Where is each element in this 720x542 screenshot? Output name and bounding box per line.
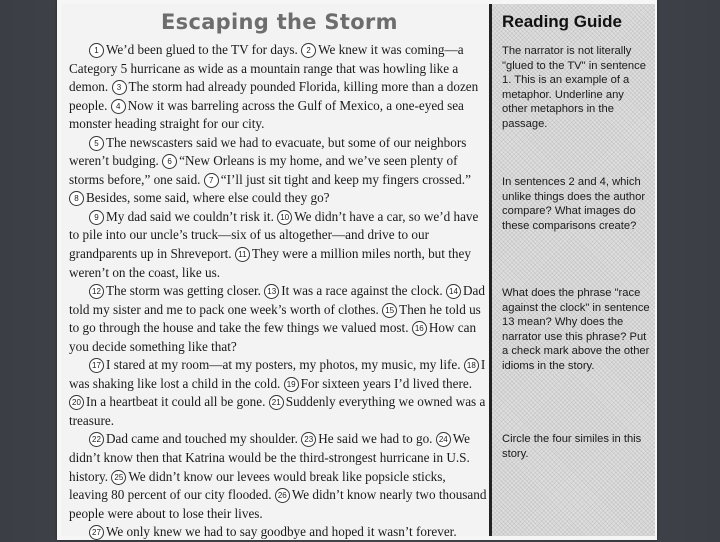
sentence-number-marker: 4 [111,99,126,114]
sentence-text: They were a million miles north, but they weren’t on the coast, like us. [69,246,471,280]
guide-question-metaphor: The narrator is not literally "glued to the TV" in sentence 1. This is an example of a metaphor. Underline any other metaphors in the passage. [502,45,646,130]
sentence-text: Besides, some said, where else could they go? [86,190,330,206]
sentence-text: For sixteen years I’d lived there. [300,375,473,391]
sentence-text: “I’ll just sit tight and keep my fingers crossed.” [220,171,471,187]
sentence-number-marker: 25 [111,470,126,485]
sentence-number-marker: 2 [301,43,316,58]
sentence-text: The storm had already pounded Florida, killing more than a dozen people. [69,79,479,113]
guide-question-similes: Circle the four similes in this story. [502,433,642,460]
sentence-number-marker: 13 [264,284,279,299]
sentence-text: In a heartbeat it could all be gone. [86,394,266,410]
worksheet-page [57,0,657,540]
story-paragraph [69,208,487,282]
sentence-number-marker: 11 [235,247,250,262]
sentence-text: We knew it was coming—a Category 5 hurricane as wide as a mountain range that was howling like a demon. [69,42,464,95]
sentence-number-marker: 5 [89,136,104,151]
story-paragraph [69,41,487,134]
sentence-text: We didn’t know then that Katrina would be the third-strongest hurricane in U.S. history. [69,431,471,484]
sentence-number-marker: 15 [382,303,397,318]
sentence-number-marker: 21 [269,395,284,410]
sentence-number-marker: 10 [277,210,292,225]
sentence-text: We didn’t have a car, so we’d have to pile into our uncle’s truck—six of us altogether—and drive to our grandparents up in Shreveport. [69,208,479,262]
sentence-number-marker: 16 [412,321,427,336]
sentence-text: I was shaking like lost a child in the cold. [69,357,486,391]
sentence-text: Suddenly everything we owned was a treasure. [69,394,486,428]
story-paragraph [69,356,487,430]
sentence-number-marker: 1 [89,43,104,58]
sentence-number-marker: 20 [69,395,84,410]
guide-question-comparisons: In sentences 2 and 4, which unlike things does the author compare? What images do these comparisons create? [502,176,646,232]
sentence-text: How can you decide something like that? [69,320,477,354]
story-column [61,4,491,540]
sentence-number-marker: 6 [162,154,177,169]
sentence-number-marker: 3 [112,80,127,95]
story-text [69,41,487,542]
sentence-number-marker: 12 [89,284,104,299]
sentence-number-marker: 7 [204,173,219,188]
sentence-text: The newscasters said we had to evacuate, but some of our neighbors weren’t budging. [69,134,467,169]
sentence-text: Dad came and touched my shoulder. [106,431,298,447]
sentence-number-marker: 23 [301,432,316,447]
sentence-text: I stared at my room—at my posters, my photos, my music, my life. [106,357,461,373]
sentence-text: Then he told us to go through the house and take the few things we valued most. [69,301,481,336]
reading-guide-panel [492,4,655,536]
sentence-number-marker: 9 [89,210,104,225]
sentence-number-marker: 8 [69,191,84,206]
story-title: Escaping the Storm [161,10,398,34]
sentence-text: Now it was barreling across the Gulf of Mexico, a one-eyed sea monster heading straight for our city. [69,97,464,132]
sentence-text: “New Orleans is my home, and we’ve seen plenty of storms before,” one said. [69,153,458,187]
story-paragraph [69,282,487,356]
sentence-text: We only knew we had to say goodbye and hoped it wasn’t forever. [106,524,457,540]
sentence-text: He said we had to go. [318,431,433,447]
sentence-number-marker: 14 [446,284,461,299]
reading-guide-title: Reading Guide [502,12,622,31]
sentence-text: It was a race against the clock. [281,283,443,299]
sentence-text: My dad said we couldn’t risk it. [106,208,274,224]
sentence-number-marker: 24 [436,432,451,447]
sentence-number-marker: 19 [284,377,299,392]
sentence-number-marker: 17 [89,358,104,373]
sentence-number-marker: 27 [89,525,104,540]
sentence-text: The storm was getting closer. [106,283,261,299]
guide-question-idiom: What does the phrase "race against the clock" in sentence 13 mean? Why does the narrator use this phrase? Put a check mark above the other idioms in the story. [502,287,650,372]
sentence-text: We didn’t know our levees would break like popsicle sticks, leaving 80 percent of our city flooded. [69,468,446,503]
sentence-text: Dad told my sister and me to pack one week’s worth of clothes. [69,283,485,317]
sentence-text: We’d been glued to the TV for days. [106,42,298,57]
sentence-number-marker: 26 [275,488,290,503]
sentence-text: We didn’t know nearly two thousand people were about to lose their lives. [69,487,487,521]
story-paragraph [69,134,487,208]
sentence-number-marker: 22 [89,432,104,447]
sentence-number-marker: 18 [464,358,479,373]
story-paragraph [69,430,487,523]
story-paragraph [69,523,487,542]
